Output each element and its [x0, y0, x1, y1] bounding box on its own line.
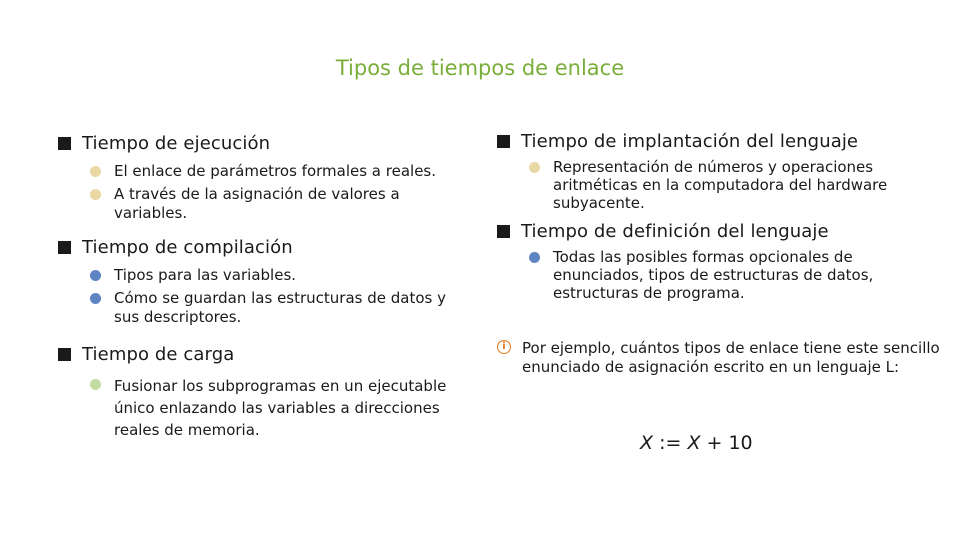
slide-title: Tipos de tiempos de enlace [335, 56, 625, 80]
circle-bullet-icon [529, 162, 540, 173]
heading-text: Tiempo de definición del lenguaje [521, 221, 829, 242]
list-item [90, 375, 459, 441]
formula-var-left: X [640, 432, 654, 454]
example-note [497, 339, 942, 377]
list-item [90, 289, 474, 327]
list-item-text: Todas las posibles formas opcionales de enunciados, tipos de estructuras de datos, estructuras de programa. [553, 248, 874, 302]
circle-bullet-icon [90, 166, 101, 177]
list-item [529, 248, 908, 302]
assignment-formula [640, 430, 753, 456]
info-icon: i [497, 340, 511, 354]
section-heading [58, 344, 478, 366]
list-item [90, 266, 478, 285]
section-compilacion [58, 237, 478, 331]
heading-text: Tiempo de compilación [82, 237, 293, 258]
square-bullet-icon [58, 137, 71, 150]
circle-bullet-icon [90, 379, 101, 390]
circle-bullet-icon [90, 189, 101, 200]
bullet-list [497, 158, 927, 212]
square-bullet-icon [58, 348, 71, 361]
circle-bullet-icon [90, 293, 101, 304]
heading-text: Tiempo de carga [82, 344, 235, 365]
list-item-text: Representación de números y operaciones aritméticas en la computadora del hardware subyacente. [553, 158, 888, 212]
heading-text: Tiempo de implantación del lenguaje [521, 131, 859, 152]
section-heading [497, 221, 927, 243]
list-item [90, 185, 414, 223]
formula-rest: + 10 [700, 432, 753, 454]
note-text: Por ejemplo, cuántos tipos de enlace tiene este sencillo enunciado de asignación escrito en un lenguaje L: [522, 339, 940, 376]
heading-text: Tiempo de ejecución [82, 133, 271, 154]
list-item [529, 158, 908, 212]
list-item-text: Cómo se guardan las estructuras de datos y sus descriptores. [114, 289, 446, 326]
formula-var-right: X [687, 432, 701, 454]
section-heading [497, 131, 927, 153]
section-heading [58, 237, 478, 259]
section-carga [58, 344, 478, 445]
circle-bullet-icon [529, 252, 540, 263]
list-item-text: El enlace de parámetros formales a reales. [114, 162, 437, 180]
bullet-list [58, 162, 478, 223]
bullet-list [497, 248, 927, 302]
list-item-text: Tipos para las variables. [114, 266, 297, 284]
circle-bullet-icon [90, 270, 101, 281]
square-bullet-icon [58, 241, 71, 254]
list-item [90, 162, 478, 181]
bullet-list [58, 375, 478, 441]
section-implantacion [497, 131, 927, 216]
bullet-list [58, 266, 478, 327]
list-item-text: Fusionar los subprogramas en un ejecutable único enlazando las variables a direcciones reales de memoria. [114, 377, 447, 439]
list-item-text: A través de la asignación de valores a variables. [114, 185, 400, 222]
section-ejecucion [58, 133, 478, 227]
formula-operator: := [653, 432, 688, 454]
section-definicion [497, 221, 927, 306]
square-bullet-icon [497, 225, 510, 238]
square-bullet-icon [497, 135, 510, 148]
section-heading [58, 133, 478, 155]
